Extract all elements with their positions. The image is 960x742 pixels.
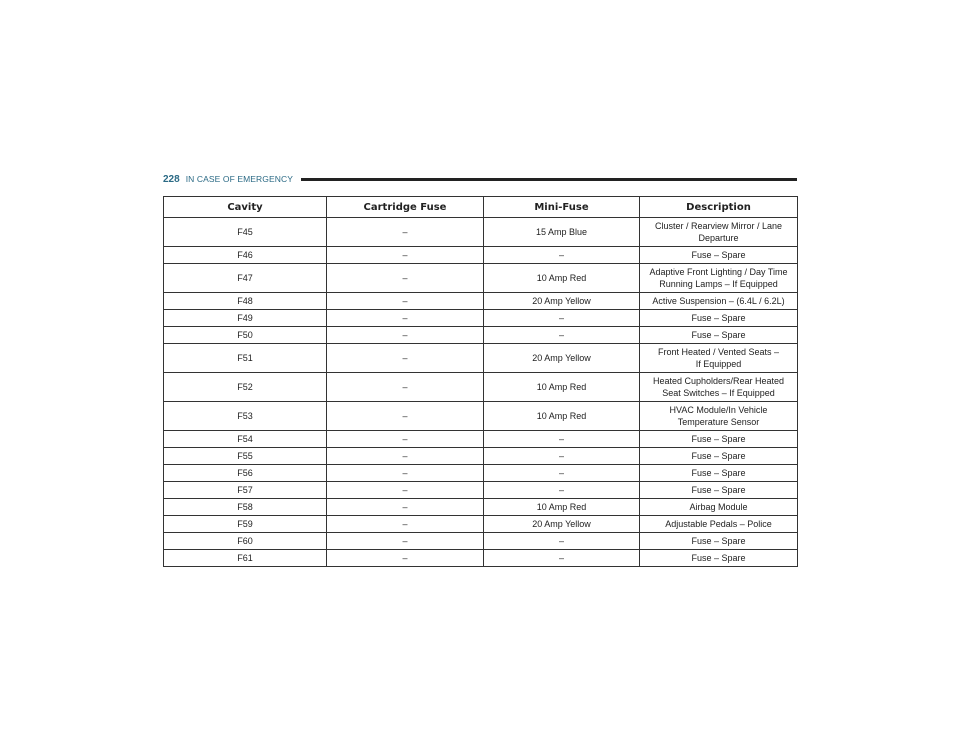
cartridge-fuse-cell: – <box>327 344 484 373</box>
mini-fuse-cell: – <box>484 327 640 344</box>
table-row <box>164 465 798 482</box>
cartridge-fuse-cell: – <box>327 310 484 327</box>
section-title: IN CASE OF EMERGENCY <box>185 174 294 184</box>
cartridge-fuse-cell: – <box>327 533 484 550</box>
cavity-cell: F60 <box>164 533 327 550</box>
mini-fuse-cell: 20 Amp Yellow <box>484 293 640 310</box>
description-cell <box>640 448 798 465</box>
cavity-cell: F59 <box>164 516 327 533</box>
table-row <box>164 264 798 293</box>
description-cell <box>640 310 798 327</box>
cartridge-fuse-cell: – <box>327 431 484 448</box>
cavity-cell: F51 <box>164 344 327 373</box>
description-cell <box>640 516 798 533</box>
mini-fuse-cell: – <box>484 465 640 482</box>
cavity-cell: F53 <box>164 402 327 431</box>
cartridge-fuse-cell: – <box>327 465 484 482</box>
description-cell <box>640 218 798 247</box>
cartridge-fuse-cell: – <box>327 448 484 465</box>
table-row <box>164 247 798 264</box>
description-line: Front Heated / Vented Seats – <box>657 346 780 357</box>
column-header-mini-fuse: Mini-Fuse <box>484 197 640 218</box>
description-line: Airbag Module <box>689 501 748 512</box>
description-line: Temperature Sensor <box>677 417 760 427</box>
table-row <box>164 293 798 310</box>
description-line: Fuse – Spare <box>691 450 746 461</box>
page-number: 228 <box>163 173 180 185</box>
mini-fuse-cell: – <box>484 247 640 264</box>
table-row <box>164 218 798 247</box>
table-row <box>164 344 798 373</box>
description-cell <box>640 499 798 516</box>
description-cell <box>640 431 798 448</box>
cartridge-fuse-cell: – <box>327 327 484 344</box>
table-row <box>164 402 798 431</box>
cavity-cell: F46 <box>164 247 327 264</box>
page-header <box>163 172 797 186</box>
cartridge-fuse-cell: – <box>327 482 484 499</box>
description-line: Adjustable Pedals – Police <box>665 518 772 529</box>
description-line: Fuse – Spare <box>691 467 746 478</box>
table-row <box>164 373 798 402</box>
description-line: HVAC Module/In Vehicle <box>669 404 768 415</box>
cartridge-fuse-cell: – <box>327 264 484 293</box>
table-row <box>164 533 798 550</box>
description-line: Fuse – Spare <box>691 552 746 563</box>
mini-fuse-cell: 20 Amp Yellow <box>484 344 640 373</box>
description-cell <box>640 293 798 310</box>
description-line: Fuse – Spare <box>691 535 746 546</box>
fuse-table <box>163 196 798 567</box>
column-header-description: Description <box>640 197 798 218</box>
cavity-cell: F61 <box>164 550 327 567</box>
description-cell <box>640 550 798 567</box>
column-header-cavity: Cavity <box>164 197 327 218</box>
cavity-cell: F57 <box>164 482 327 499</box>
mini-fuse-cell: – <box>484 482 640 499</box>
cavity-cell: F48 <box>164 293 327 310</box>
description-line: Fuse – Spare <box>691 329 746 340</box>
description-line: Active Suspension – (6.4L / 6.2L) <box>652 295 785 306</box>
description-cell <box>640 465 798 482</box>
cartridge-fuse-cell: – <box>327 373 484 402</box>
cartridge-fuse-cell: – <box>327 218 484 247</box>
table-row <box>164 482 798 499</box>
description-line: Departure <box>698 233 739 243</box>
cartridge-fuse-cell: – <box>327 550 484 567</box>
description-line: Fuse – Spare <box>691 433 746 444</box>
description-line: Fuse – Spare <box>691 312 746 323</box>
cavity-cell: F50 <box>164 327 327 344</box>
cartridge-fuse-cell: – <box>327 247 484 264</box>
table-row <box>164 327 798 344</box>
table-row <box>164 499 798 516</box>
description-cell <box>640 327 798 344</box>
table-row <box>164 448 798 465</box>
description-line: Heated Cupholders/Rear Heated <box>652 375 785 386</box>
mini-fuse-cell: 10 Amp Red <box>484 499 640 516</box>
mini-fuse-cell: 20 Amp Yellow <box>484 516 640 533</box>
table-row <box>164 310 798 327</box>
mini-fuse-cell: 10 Amp Red <box>484 264 640 293</box>
description-cell <box>640 533 798 550</box>
mini-fuse-cell: – <box>484 550 640 567</box>
table-row <box>164 550 798 567</box>
description-cell <box>640 402 798 431</box>
cavity-cell: F45 <box>164 218 327 247</box>
description-cell <box>640 247 798 264</box>
description-line: If Equipped <box>695 359 742 369</box>
description-cell <box>640 264 798 293</box>
cartridge-fuse-cell: – <box>327 499 484 516</box>
mini-fuse-cell: – <box>484 310 640 327</box>
description-line: Fuse – Spare <box>691 484 746 495</box>
cavity-cell: F55 <box>164 448 327 465</box>
mini-fuse-cell: 15 Amp Blue <box>484 218 640 247</box>
cavity-cell: F47 <box>164 264 327 293</box>
table-header-row <box>164 197 798 218</box>
cartridge-fuse-cell: – <box>327 516 484 533</box>
description-cell <box>640 344 798 373</box>
mini-fuse-cell: – <box>484 448 640 465</box>
cavity-cell: F52 <box>164 373 327 402</box>
table-row <box>164 516 798 533</box>
table-body <box>164 218 798 567</box>
mini-fuse-cell: – <box>484 431 640 448</box>
description-line: Seat Switches – If Equipped <box>662 388 775 398</box>
description-line: Running Lamps – If Equipped <box>659 279 778 289</box>
mini-fuse-cell: 10 Amp Red <box>484 402 640 431</box>
cavity-cell: F58 <box>164 499 327 516</box>
description-cell <box>640 482 798 499</box>
description-line: Adaptive Front Lighting / Day Time <box>649 266 788 277</box>
description-line: Fuse – Spare <box>691 249 746 260</box>
column-header-cartridge-fuse: Cartridge Fuse <box>327 197 484 218</box>
mini-fuse-cell: 10 Amp Red <box>484 373 640 402</box>
cavity-cell: F54 <box>164 431 327 448</box>
table-row <box>164 431 798 448</box>
description-cell <box>640 373 798 402</box>
cartridge-fuse-cell: – <box>327 402 484 431</box>
mini-fuse-cell: – <box>484 533 640 550</box>
cavity-cell: F49 <box>164 310 327 327</box>
header-rule <box>301 178 797 181</box>
description-line: Cluster / Rearview Mirror / Lane <box>654 220 783 231</box>
cavity-cell: F56 <box>164 465 327 482</box>
cartridge-fuse-cell: – <box>327 293 484 310</box>
